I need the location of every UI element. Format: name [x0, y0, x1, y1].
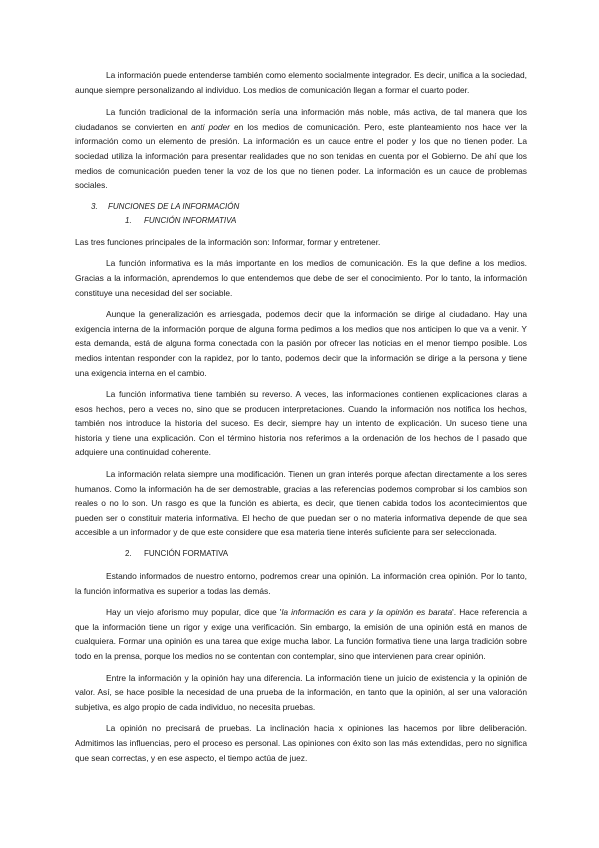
subsection-number: 1.	[125, 215, 132, 225]
paragraph-modificacion: La información relata siempre una modificación. Tienen un gran interés porque afectan directamente a los seres humanos. Como la información ha de ser demostrable, gracias a las referencias podemos comprobar si los cambios son reales o no lo son. Un rasgo es que la función es abierta, es decir, que tienen cabida todos los acontecimientos que pueden ser o constituir materia informativa. El hecho de que puedan ser o no materia informativa depende de que sea accesible a un informador y de que este considere que esa materia tiene interés suficiente para ser seleccionada.	[75, 469, 527, 538]
subsection-title: FUNCIÓN INFORMATIVA	[144, 215, 237, 225]
subsection-heading-formativa	[75, 547, 527, 561]
section-title: FUNCIONES DE LA INFORMACIÓN	[108, 201, 240, 211]
paragraph-tres-funciones: Las tres funciones principales de la información son: Informar, formar y entretener.	[75, 236, 381, 247]
paragraph-aforismo	[75, 605, 527, 663]
emphasis-aforismo: la información es cara y la opinión es barata	[281, 607, 453, 618]
paragraph-text: '. Hace referencia a que la información tiene un rigor y exige una verificación. Sin embargo, la emisión de una opinión está en manos de cualquiera. Formar una opinión es una tarea que exige mucha labor. La función formativa tiene una larga tradición sobre todo en la prensa, porque los medios no se contentan con contemplar, sino que intervienen para crear opinión.	[75, 607, 527, 661]
subsection-number: 2.	[125, 549, 132, 559]
subsection-heading-informativa	[75, 214, 527, 228]
paragraph-reverso: La función informativa tiene también su reverso. A veces, las informaciones contienen explicaciones claras a esos hechos, pero a veces no, sino que se producen interpretaciones. Cuando la información nos notifica los hechos, también nos introduce la historia del suceso. Es decir, siempre hay un intento de explicación. Un suceso tiene una historia y tiene una explicación. Con el término historia nos referimos a la ordenación de los hechos de l pasado que adquiere una continuidad coherente.	[75, 389, 527, 458]
subsection-title: FUNCIÓN FORMATIVA	[144, 549, 229, 559]
paragraph-funcion-tradicional	[75, 105, 527, 193]
paragraph-diferencia: Entre la información y la opinión hay una diferencia. La información tiene un juicio de existencia y la opinión de valor. Así, se hace posible la necesidad de una prueba de la información, en tanto que la opinión, al ser una valoración subjetiva, es algo propio de cada individuo, no necesita pruebas.	[75, 672, 527, 712]
emphasis-anti-poder: anti poder	[190, 121, 230, 132]
paragraph-generalizacion: Aunque la generalización es arriesgada, podemos decir que la información se dirige al ciudadano. Hay una exigencia interna de la información porque de alguna forma pedimos a los medios que nos anticipen lo que va a venir. Y esta demanda, está de alguna forma conectada con la pasión por ofrecer las noticias en el menor tiempo posible. Los medios intentan responder con la rapidez, por lo tanto, podemos decir que la información se dirige a la persona y tiene una exigencia interna en el cambio.	[75, 309, 527, 378]
paragraph-pruebas: La opinión no precisará de pruebas. La inclinación hacia x opiniones las hacemos por libre deliberación. Admitimos las influencias, pero el proceso es personal. Las opiniones con éxito son las más extendidas, pero no significa que sean correctas, y en ese aspecto, el tiempo actúa de juez.	[75, 723, 527, 763]
section-number: 3.	[91, 201, 98, 211]
section-heading-funciones	[75, 200, 527, 214]
paragraph-text: en los medios de comunicación. Pero, este planteamiento nos hace ver la información como un elemento de presión. La información es un cauce entre el poder y los que no tienen poder. La sociedad utiliza la información para presentar realidades que no son tenidas en cuenta por el Gobierno. De ahí que los medios de comunicación pueden tener la voz de los que no tienen poder. La información es un cauce de problemas sociales.	[75, 121, 528, 191]
paragraph-integrador: La información puede entenderse también como elemento socialmente integrador. Es decir, unifica a la sociedad, aunque siempre personalizando al individuo. Los medios de comunicación llegan a formar el cuarto poder.	[75, 70, 527, 95]
paragraph-text: Hay un viejo aforismo muy popular, dice que '	[106, 607, 282, 618]
document-body	[75, 68, 527, 772]
paragraph-text: La función tradicional de la información sería una información más noble, más activa, de tal manera que los ciudadanos se convierten en	[75, 107, 527, 132]
paragraph-funcion-informativa: La función informativa es la más importante en los medios de comunicación. Es la que define a los medios. Gracias a la información, aprendemos lo que entendemos que debe de ser el conocimiento. Por lo tanto, la información constituye una necesidad del ser sociable.	[75, 258, 527, 298]
paragraph-crear-opinion: Estando informados de nuestro entorno, podremos crear una opinión. La información crea opinión. Por lo tanto, la función informativa es superior a todas las demás.	[75, 571, 527, 596]
